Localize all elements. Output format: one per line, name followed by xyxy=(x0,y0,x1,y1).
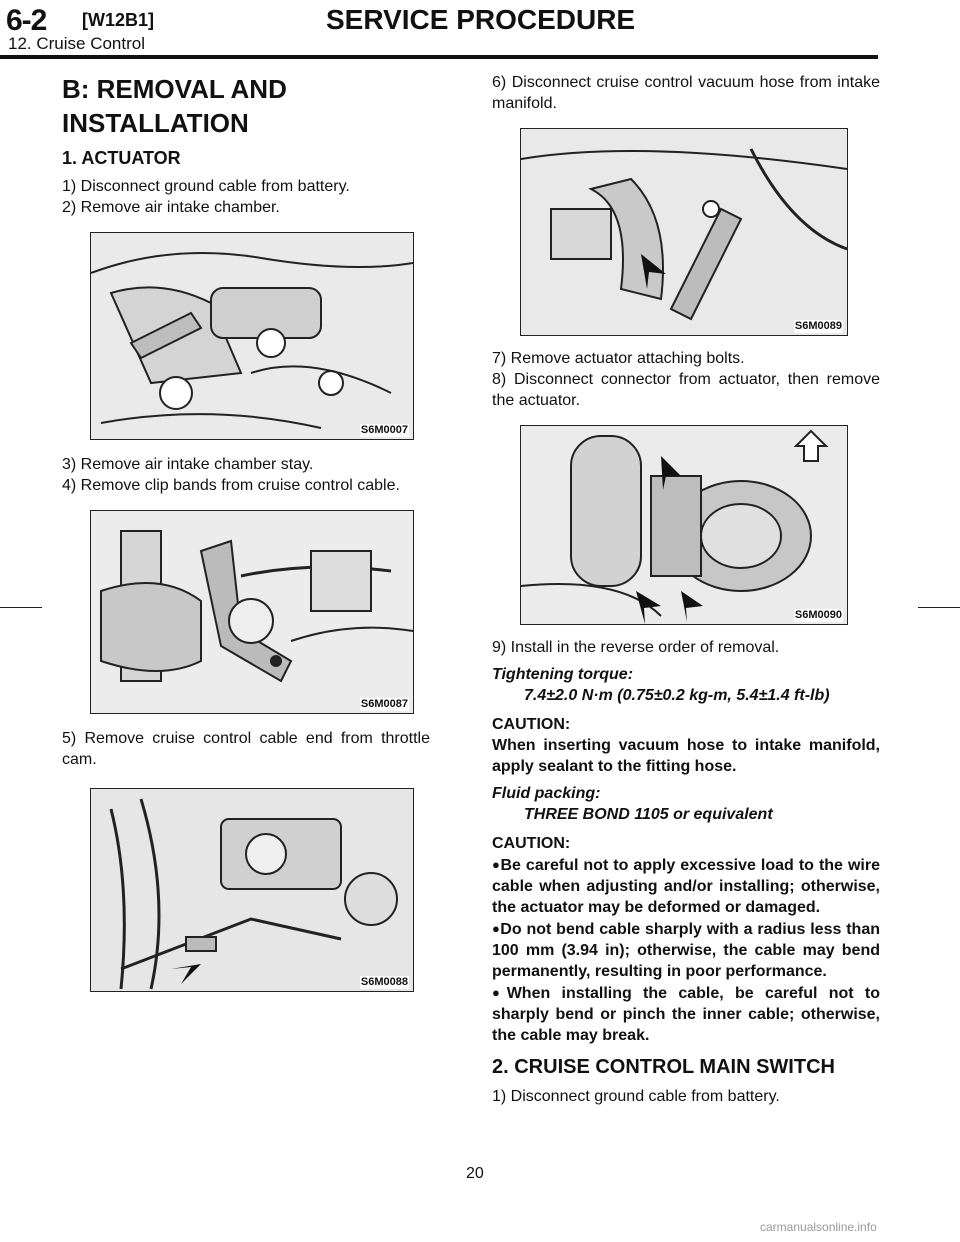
margin-mark-right xyxy=(918,607,960,608)
cable-clip-figure xyxy=(90,510,414,714)
torque-label: Tightening torque: xyxy=(492,666,634,683)
figure-label: S6M0088 xyxy=(360,976,408,988)
vacuum-hose-illustration xyxy=(521,129,847,335)
step-text: 4) Remove clip bands from cruise control cable. xyxy=(62,477,400,494)
bullet-icon: ● xyxy=(492,921,501,936)
fluid-label: Fluid packing: xyxy=(492,785,601,802)
watermark: carmanualsonline.info xyxy=(760,1220,877,1234)
step-text: 9) Install in the reverse order of removal. xyxy=(492,639,780,656)
step-text: 6) Disconnect cruise control vacuum hose from intake manifold. xyxy=(492,74,880,112)
figure-label: S6M0087 xyxy=(360,698,408,710)
step-text: 3) Remove air intake chamber stay. xyxy=(62,456,314,473)
vacuum-hose-figure xyxy=(520,128,848,336)
throttle-cam-illustration xyxy=(91,789,413,991)
step-text: 1) Disconnect ground cable from battery. xyxy=(62,178,350,195)
figure-label: S6M0090 xyxy=(794,609,842,621)
page-number: 20 xyxy=(466,1165,484,1182)
figure-label: S6M0089 xyxy=(794,320,842,332)
reference-code: [W12B1] xyxy=(82,10,155,30)
fluid-value: THREE BOND 1105 or equivalent xyxy=(524,806,773,823)
throttle-cam-figure xyxy=(90,788,414,992)
section-title: B: REMOVAL AND INSTALLATION xyxy=(62,74,287,138)
step-text: 7) Remove actuator attaching bolts. xyxy=(492,350,745,367)
header-rule xyxy=(0,55,878,59)
caution-item: ●Be careful not to apply excessive load to the wire cable when adjusting and/or installing; otherwise, the actuator may be deformed or damaged. xyxy=(492,857,880,916)
actuator-illustration xyxy=(521,426,847,624)
subsection-title: 2. CRUISE CONTROL MAIN SWITCH xyxy=(492,1056,835,1078)
step-text: 5) Remove cruise control cable end from throttle cam. xyxy=(62,730,430,768)
figure-label: S6M0007 xyxy=(360,424,408,436)
torque-value: 7.4±2.0 N·m (0.75±0.2 kg-m, 5.4±1.4 ft-lb) xyxy=(524,687,830,704)
engine-figure xyxy=(90,232,414,440)
subsection-title: 1. ACTUATOR xyxy=(62,148,181,168)
step-text: 2) Remove air intake chamber. xyxy=(62,199,280,216)
bullet-icon: ● xyxy=(492,857,501,872)
caution-heading: CAUTION: xyxy=(492,835,571,852)
page-header xyxy=(0,0,960,60)
section-name: 12. Cruise Control xyxy=(8,34,146,53)
bullet-icon: ● xyxy=(492,985,507,1000)
margin-mark-left xyxy=(0,607,42,608)
page-code: 6-2 xyxy=(6,4,47,37)
actuator-figure xyxy=(520,425,848,625)
step-text: 1) Disconnect ground cable from battery. xyxy=(492,1088,780,1105)
engine-illustration xyxy=(91,233,413,439)
cable-clip-illustration xyxy=(91,511,413,713)
left-column xyxy=(62,72,430,992)
step-text: 8) Disconnect connector from actuator, then remove the actuator. xyxy=(492,371,880,409)
caution-heading: CAUTION: xyxy=(492,716,571,733)
chapter-title: SERVICE PROCEDURE xyxy=(326,4,636,35)
caution-item: ●Do not bend cable sharply with a radius less than 100 mm (3.94 in); otherwise, the cable may bend permanently, resulting in poor performance. xyxy=(492,921,880,980)
caution-text: When inserting vacuum hose to intake manifold, apply sealant to the fitting hose. xyxy=(492,737,880,775)
right-column xyxy=(492,72,880,1107)
caution-item: ●When installing the cable, be careful not to sharply bend or pinch the inner cable; otherwise, the cable may break. xyxy=(492,985,880,1044)
